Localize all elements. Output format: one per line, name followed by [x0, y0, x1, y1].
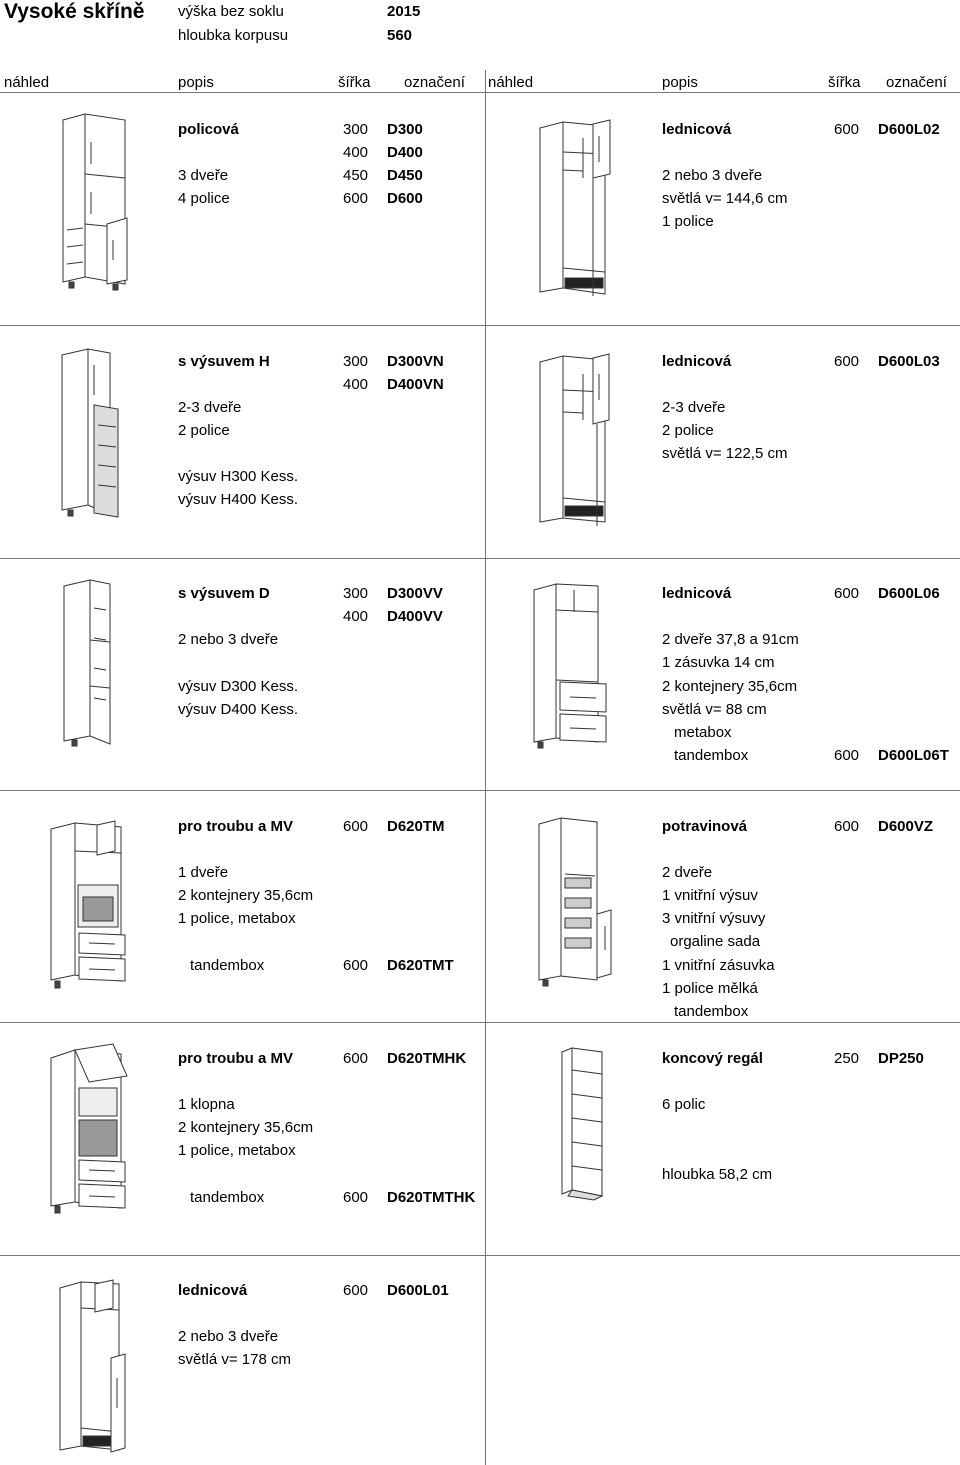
product-code: D600L01 [387, 1282, 449, 1299]
depth-value: 560 [387, 27, 413, 44]
product-name: pro troubu a MV [178, 818, 293, 835]
product-code: D450 [387, 167, 423, 184]
width-value: 600 [343, 1050, 369, 1067]
col-header-preview-right: náhled [488, 74, 534, 91]
width-value: 600 [343, 818, 369, 835]
product-description: světlá v= 144,6 cm [662, 190, 788, 207]
width-value: 400 [343, 608, 369, 625]
product-name: s výsuvem D [178, 585, 270, 602]
product-variant: tandembox [190, 957, 265, 974]
product-description: orgaline sada [670, 933, 761, 950]
product-description: 2 police [178, 422, 230, 439]
width-value: 600 [834, 585, 860, 602]
divider [0, 558, 960, 559]
product-description: světlá v= 178 cm [178, 1351, 291, 1368]
product-name: policová [178, 121, 239, 138]
end-shelf-illustration [558, 1046, 613, 1201]
pantry-cabinet-illustration [535, 814, 620, 989]
width-value: 250 [834, 1050, 860, 1067]
width-value: 600 [834, 121, 860, 138]
product-description: 6 polic [662, 1096, 706, 1113]
col-header-preview-left: náhled [4, 74, 50, 91]
product-code: D620TMHK [387, 1050, 467, 1067]
cabinet-shelves-illustration [55, 112, 135, 292]
width-value: 600 [834, 747, 860, 764]
product-description: 2-3 dveře [662, 399, 726, 416]
product-name: koncový regál [662, 1050, 763, 1067]
product-variant: tandembox [190, 1189, 265, 1206]
product-description: výsuv H300 Kess. [178, 468, 299, 485]
width-value: 600 [834, 353, 860, 370]
fridge-cabinet-illustration [535, 350, 615, 530]
product-code: D300VV [387, 585, 443, 602]
product-name: s výsuvem H [178, 353, 270, 370]
page-title: Vysoké skříně [4, 0, 145, 23]
product-description: 2 nebo 3 dveře [662, 167, 763, 184]
product-code: D600 [387, 190, 423, 207]
product-name: lednicová [662, 121, 732, 138]
pullout-cabinet-illustration [58, 345, 128, 525]
width-value: 600 [343, 1282, 369, 1299]
product-code: D600VZ [878, 818, 934, 835]
product-code: D600L06T [878, 747, 949, 764]
product-code: D620TMT [387, 957, 454, 974]
product-description: 4 police [178, 190, 230, 207]
depth-label: hloubka korpusu [178, 27, 289, 44]
product-description: světlá v= 88 cm [662, 701, 767, 718]
product-name: lednicová [178, 1282, 248, 1299]
product-description: 2 kontejnery 35,6cm [178, 1119, 314, 1136]
width-value: 600 [343, 957, 369, 974]
product-description: 2 kontejnery 35,6cm [662, 678, 798, 695]
product-description: 1 police, metabox [178, 910, 296, 927]
oven-flap-cabinet-illustration [45, 1044, 135, 1219]
product-description: 2 dveře [662, 864, 713, 881]
width-value: 300 [343, 585, 369, 602]
fridge-cabinet-illustration [535, 118, 615, 298]
product-description: 2 dveře 37,8 a 91cm [662, 631, 799, 648]
product-code: D400VV [387, 608, 443, 625]
product-description: 3 dveře [178, 167, 229, 184]
col-header-width-left: šířka [338, 74, 371, 91]
width-value: 400 [343, 376, 369, 393]
product-description: 1 dveře [178, 864, 229, 881]
fridge-drawer-cabinet-illustration [530, 580, 615, 755]
product-code: D400 [387, 144, 423, 161]
fridge-cabinet-illustration [55, 1278, 135, 1458]
product-code: D300 [387, 121, 423, 138]
product-code: D620TMTHK [387, 1189, 476, 1206]
product-description: 1 police, metabox [178, 1142, 296, 1159]
divider [0, 1022, 960, 1023]
width-value: 600 [343, 190, 369, 207]
product-description: 1 police mělká [662, 980, 758, 997]
product-description: 2-3 dveře [178, 399, 242, 416]
product-description: výsuv H400 Kess. [178, 491, 299, 508]
product-description: 1 police [662, 213, 714, 230]
col-header-description-left: popis [178, 74, 214, 91]
product-description: světlá v= 122,5 cm [662, 445, 788, 462]
product-description: 3 vnitřní výsuvy [662, 910, 766, 927]
product-code: D400VN [387, 376, 444, 393]
width-value: 400 [343, 144, 369, 161]
product-name: potravinová [662, 818, 748, 835]
oven-cabinet-illustration [45, 815, 135, 993]
width-value: 300 [343, 121, 369, 138]
product-description: výsuv D400 Kess. [178, 701, 299, 718]
product-description: výsuv D300 Kess. [178, 678, 299, 695]
divider [0, 325, 960, 326]
product-code: D600L02 [878, 121, 940, 138]
column-divider [485, 70, 486, 1465]
product-name: pro troubu a MV [178, 1050, 293, 1067]
product-description: 1 zásuvka 14 cm [662, 654, 775, 671]
divider [0, 790, 960, 791]
product-description: 2 nebo 3 dveře [178, 1328, 279, 1345]
product-code: D300VN [387, 353, 444, 370]
product-name: lednicová [662, 585, 732, 602]
col-header-code-left: označení [404, 74, 465, 91]
product-code: D600L03 [878, 353, 940, 370]
product-description: 2 police [662, 422, 714, 439]
product-description: hloubka 58,2 cm [662, 1166, 773, 1183]
product-description: 2 kontejnery 35,6cm [178, 887, 314, 904]
col-header-code-right: označení [886, 74, 947, 91]
divider [0, 1255, 960, 1256]
product-description: 1 klopna [178, 1096, 235, 1113]
product-variant: tandembox [674, 747, 749, 764]
width-value: 600 [343, 1189, 369, 1206]
product-description: 1 vnitřní výsuv [662, 887, 758, 904]
product-code: D620TM [387, 818, 445, 835]
product-description: tandembox [674, 1003, 749, 1020]
width-value: 600 [834, 818, 860, 835]
product-code: D600L06 [878, 585, 940, 602]
col-header-width-right: šířka [828, 74, 861, 91]
product-description: metabox [674, 724, 732, 741]
pullout-cabinet-illustration [60, 578, 130, 753]
width-value: 300 [343, 353, 369, 370]
col-header-description-right: popis [662, 74, 698, 91]
product-description: 2 nebo 3 dveře [178, 631, 279, 648]
product-description: 1 vnitřní zásuvka [662, 957, 775, 974]
height-label: výška bez soklu [178, 3, 284, 20]
product-code: DP250 [878, 1050, 924, 1067]
product-name: lednicová [662, 353, 732, 370]
height-value: 2015 [387, 3, 421, 20]
width-value: 450 [343, 167, 369, 184]
divider [0, 92, 960, 93]
